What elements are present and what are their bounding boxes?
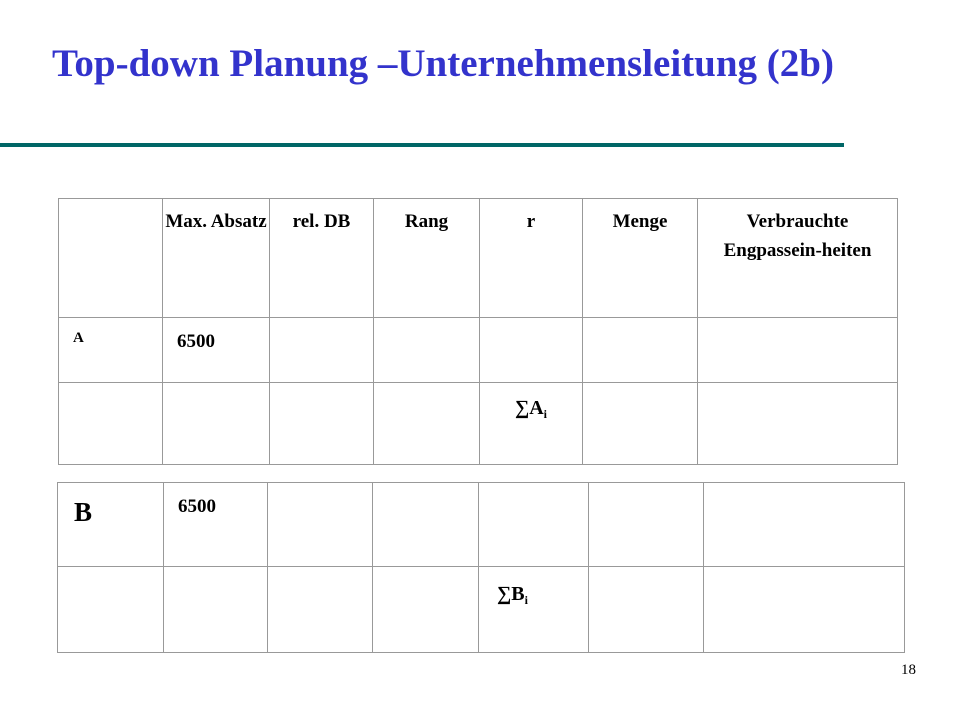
- title-underline: [0, 143, 844, 147]
- rel-db-cell: [270, 318, 374, 383]
- slide-title: Top-down Planung –Unternehmensleitung (2b): [52, 42, 834, 85]
- row-label-cell: [59, 318, 163, 383]
- header-menge: Menge: [583, 199, 698, 318]
- table-product-b: [57, 482, 905, 653]
- header-rang: Rang: [374, 199, 480, 318]
- max-absatz-a: 6500: [177, 331, 215, 352]
- sum-b: [479, 567, 588, 608]
- sum-a: [480, 383, 582, 422]
- sum-symbol: ∑B: [497, 583, 525, 605]
- sum-subscript: i: [543, 407, 548, 421]
- rang-cell: [374, 318, 480, 383]
- r-cell: [480, 318, 583, 383]
- table-row: [59, 318, 898, 383]
- max-absatz-cell: [164, 483, 268, 567]
- sum-cell: [479, 567, 589, 653]
- row-label-cell: [58, 483, 164, 567]
- header-max-absatz: Max. Absatz: [163, 199, 270, 318]
- page-number: 18: [901, 662, 916, 678]
- verbrauchte-cell: [698, 318, 898, 383]
- max-absatz-b: 6500: [178, 496, 216, 517]
- header-rel-db: rel. DB: [270, 199, 374, 318]
- table-row: [58, 483, 905, 567]
- row-label-b: B: [74, 497, 93, 527]
- table-row: [59, 383, 898, 465]
- header-row: [59, 199, 898, 318]
- table-row: [58, 567, 905, 653]
- max-absatz-cell: [163, 318, 270, 383]
- sum-symbol: ∑A: [514, 397, 544, 419]
- header-verbrauchte-engpasseinheiten: Verbrauchte Engpassein-heiten: [698, 199, 898, 318]
- sum-subscript: i: [524, 593, 528, 607]
- table-product-a: [58, 198, 898, 465]
- menge-cell: [583, 318, 698, 383]
- sum-cell: [480, 383, 583, 465]
- header-empty: [59, 199, 163, 318]
- row-label-a: A: [73, 330, 84, 346]
- header-r: r: [480, 199, 583, 318]
